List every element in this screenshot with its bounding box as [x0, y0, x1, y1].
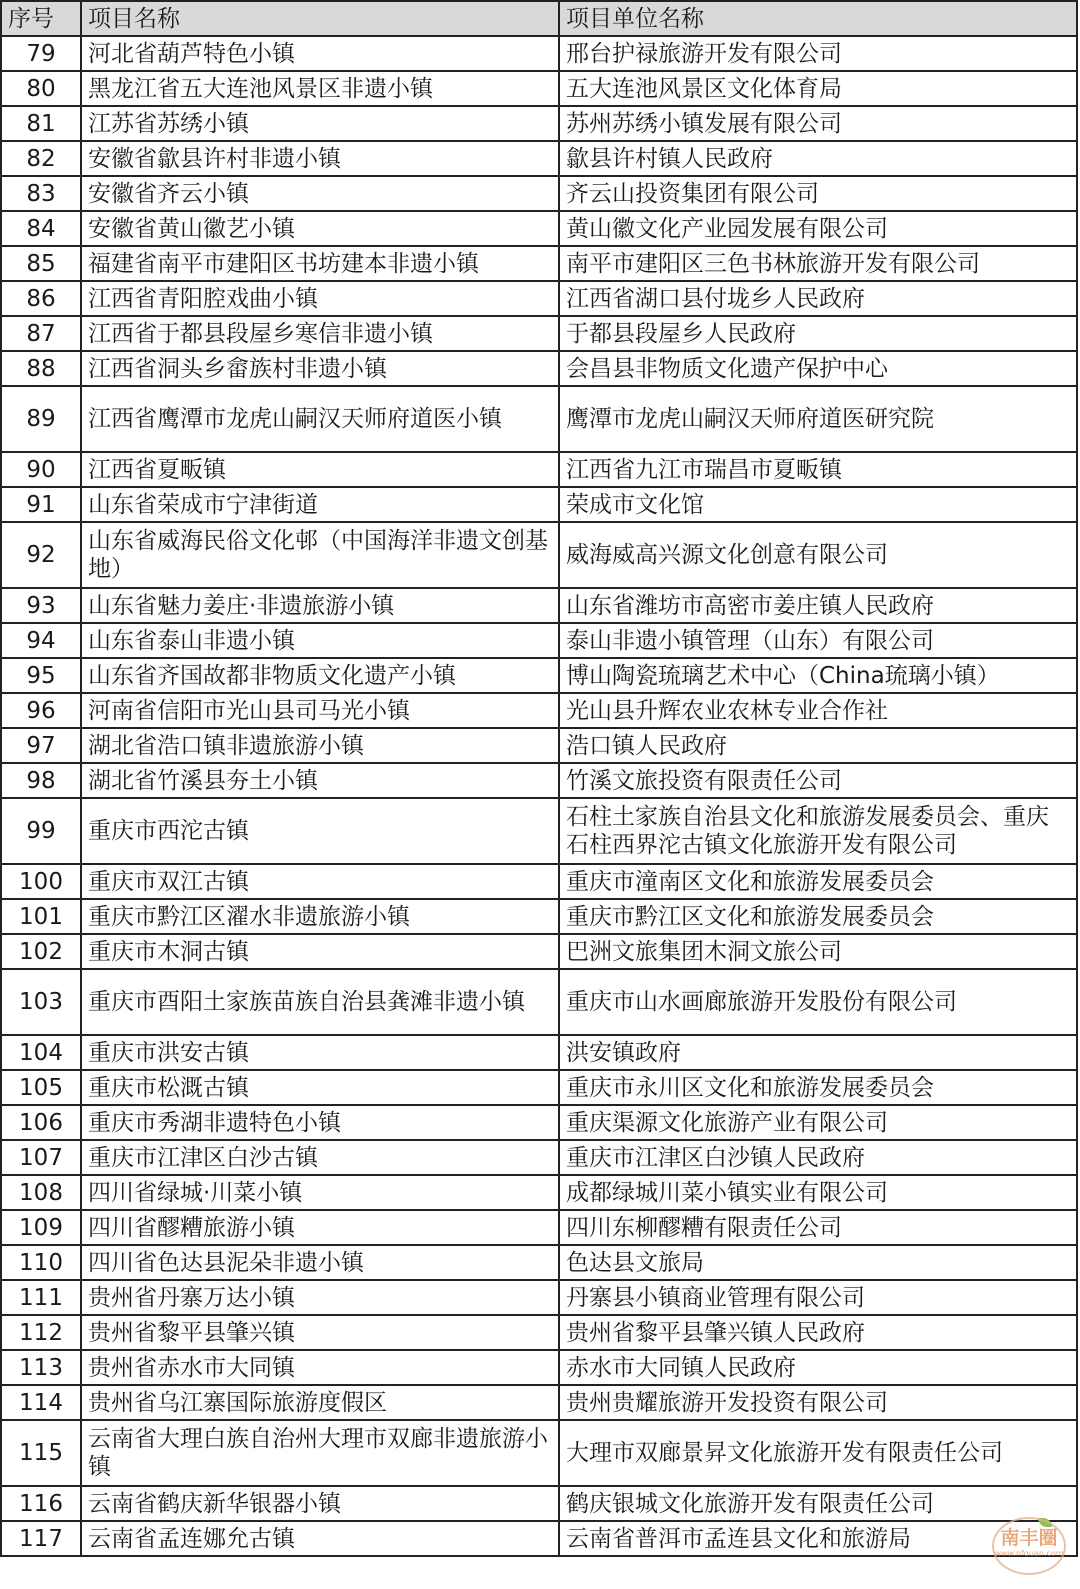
cell-project-unit: 大理市双廊景昇文化旅游开发有限责任公司: [559, 1420, 1077, 1486]
cell-project-unit: 齐云山投资集团有限公司: [559, 176, 1077, 211]
cell-serial-number: 99: [1, 798, 81, 864]
cell-project-unit: 重庆市山水画廊旅游开发股份有限公司: [559, 969, 1077, 1035]
table-row: [1, 281, 1077, 316]
cell-project-name: 云南省鹤庆新华银器小镇: [81, 1486, 559, 1521]
table-row: [1, 1315, 1077, 1350]
cell-serial-number: 116: [1, 1486, 81, 1521]
cell-serial-number: 96: [1, 693, 81, 728]
cell-project-unit: 重庆市江津区白沙镇人民政府: [559, 1140, 1077, 1175]
cell-project-unit: 五大连池风景区文化体育局: [559, 71, 1077, 106]
cell-project-unit: 歙县许村镇人民政府: [559, 141, 1077, 176]
cell-project-unit: 四川东柳醪糟有限责任公司: [559, 1210, 1077, 1245]
table-row: [1, 693, 1077, 728]
cell-project-unit: 成都绿城川菜小镇实业有限公司: [559, 1175, 1077, 1210]
cell-serial-number: 114: [1, 1385, 81, 1420]
cell-project-unit: 重庆市黔江区文化和旅游发展委员会: [559, 899, 1077, 934]
cell-serial-number: 87: [1, 316, 81, 351]
cell-project-name: 安徽省齐云小镇: [81, 176, 559, 211]
cell-project-name: 河北省葫芦特色小镇: [81, 36, 559, 71]
table-row: [1, 176, 1077, 211]
cell-project-name: 山东省荣成市宁津街道: [81, 487, 559, 522]
cell-project-unit: 于都县段屋乡人民政府: [559, 316, 1077, 351]
cell-serial-number: 93: [1, 588, 81, 623]
cell-project-name: 云南省大理白族自治州大理市双廊非遗旅游小镇: [81, 1420, 559, 1486]
cell-project-name: 重庆市松溉古镇: [81, 1070, 559, 1105]
header-project-unit: 项目单位名称: [559, 1, 1077, 36]
cell-project-unit: 竹溪文旅投资有限责任公司: [559, 763, 1077, 798]
watermark-logo: [992, 1517, 1066, 1575]
cell-project-unit: 鹰潭市龙虎山嗣汉天师府道医研究院: [559, 386, 1077, 452]
cell-serial-number: 90: [1, 452, 81, 487]
cell-project-name: 贵州省赤水市大同镇: [81, 1350, 559, 1385]
cell-project-name: 四川省醪糟旅游小镇: [81, 1210, 559, 1245]
cell-project-unit: 光山县升辉农业农林专业合作社: [559, 693, 1077, 728]
table-row: [1, 351, 1077, 386]
cell-serial-number: 92: [1, 522, 81, 588]
cell-project-unit: 石柱土家族自治县文化和旅游发展委员会、重庆石柱西界沱古镇文化旅游开发有限公司: [559, 798, 1077, 864]
table-row: [1, 1280, 1077, 1315]
table-row: [1, 316, 1077, 351]
table-row: [1, 71, 1077, 106]
table-row: [1, 522, 1077, 588]
cell-serial-number: 95: [1, 658, 81, 693]
table-row: [1, 763, 1077, 798]
cell-project-unit: 泰山非遗小镇管理（山东）有限公司: [559, 623, 1077, 658]
cell-serial-number: 91: [1, 487, 81, 522]
cell-serial-number: 98: [1, 763, 81, 798]
cell-project-name: 江西省于都县段屋乡寒信非遗小镇: [81, 316, 559, 351]
cell-serial-number: 108: [1, 1175, 81, 1210]
cell-project-name: 山东省齐国故都非物质文化遗产小镇: [81, 658, 559, 693]
cell-serial-number: 101: [1, 899, 81, 934]
cell-project-unit: 邢台护禄旅游开发有限公司: [559, 36, 1077, 71]
cell-project-name: 贵州省乌江寨国际旅游度假区: [81, 1385, 559, 1420]
cell-project-unit: 赤水市大同镇人民政府: [559, 1350, 1077, 1385]
cell-serial-number: 105: [1, 1070, 81, 1105]
cell-project-name: 河南省信阳市光山县司马光小镇: [81, 693, 559, 728]
cell-project-unit: 贵州省黎平县肇兴镇人民政府: [559, 1315, 1077, 1350]
cell-serial-number: 102: [1, 934, 81, 969]
cell-project-name: 云南省孟连娜允古镇: [81, 1521, 559, 1556]
cell-serial-number: 97: [1, 728, 81, 763]
table-row: [1, 452, 1077, 487]
table-row: [1, 969, 1077, 1035]
cell-project-unit: 博山陶瓷琉璃艺术中心（China琉璃小镇）: [559, 658, 1077, 693]
cell-project-unit: 威海威高兴源文化创意有限公司: [559, 522, 1077, 588]
table-row: [1, 899, 1077, 934]
cell-project-unit: 重庆市永川区文化和旅游发展委员会: [559, 1070, 1077, 1105]
cell-project-unit: 苏州苏绣小镇发展有限公司: [559, 106, 1077, 141]
table-row: [1, 1140, 1077, 1175]
cell-project-unit: 色达县文旅局: [559, 1245, 1077, 1280]
table-row: [1, 487, 1077, 522]
cell-serial-number: 88: [1, 351, 81, 386]
header-project-name: 项目名称: [81, 1, 559, 36]
cell-project-unit: 会昌县非物质文化遗产保护中心: [559, 351, 1077, 386]
cell-project-name: 重庆市黔江区濯水非遗旅游小镇: [81, 899, 559, 934]
cell-project-name: 江西省青阳腔戏曲小镇: [81, 281, 559, 316]
table-row: [1, 798, 1077, 864]
cell-project-name: 黑龙江省五大连池风景区非遗小镇: [81, 71, 559, 106]
cell-project-name: 重庆市酉阳土家族苗族自治县龚滩非遗小镇: [81, 969, 559, 1035]
cell-serial-number: 111: [1, 1280, 81, 1315]
cell-project-name: 江西省鹰潭市龙虎山嗣汉天师府道医小镇: [81, 386, 559, 452]
table-row: [1, 1521, 1077, 1556]
cell-project-unit: 丹寨县小镇商业管理有限公司: [559, 1280, 1077, 1315]
cell-serial-number: 89: [1, 386, 81, 452]
table-row: [1, 1070, 1077, 1105]
table-row: [1, 106, 1077, 141]
table-row: [1, 386, 1077, 452]
table-row: [1, 934, 1077, 969]
cell-project-unit: 南平市建阳区三色书林旅游开发有限公司: [559, 246, 1077, 281]
cell-project-unit: 洪安镇政府: [559, 1035, 1077, 1070]
cell-serial-number: 103: [1, 969, 81, 1035]
cell-project-unit: 山东省潍坊市高密市姜庄镇人民政府: [559, 588, 1077, 623]
cell-serial-number: 85: [1, 246, 81, 281]
cell-project-name: 重庆市双江古镇: [81, 864, 559, 899]
cell-project-unit: 巴洲文旅集团木洞文旅公司: [559, 934, 1077, 969]
cell-project-unit: 重庆渠源文化旅游产业有限公司: [559, 1105, 1077, 1140]
cell-project-unit: 云南省普洱市孟连县文化和旅游局: [559, 1521, 1077, 1556]
cell-project-unit: 江西省湖口县付垅乡人民政府: [559, 281, 1077, 316]
cell-project-name: 山东省泰山非遗小镇: [81, 623, 559, 658]
cell-serial-number: 81: [1, 106, 81, 141]
cell-serial-number: 79: [1, 36, 81, 71]
cell-project-name: 重庆市洪安古镇: [81, 1035, 559, 1070]
table-row: [1, 1420, 1077, 1486]
cell-serial-number: 107: [1, 1140, 81, 1175]
cell-project-name: 重庆市江津区白沙古镇: [81, 1140, 559, 1175]
table-row: [1, 658, 1077, 693]
cell-project-unit: 重庆市潼南区文化和旅游发展委员会: [559, 864, 1077, 899]
cell-serial-number: 100: [1, 864, 81, 899]
table-row: [1, 588, 1077, 623]
cell-project-unit: 鹤庆银城文化旅游开发有限责任公司: [559, 1486, 1077, 1521]
cell-project-name: 贵州省黎平县肇兴镇: [81, 1315, 559, 1350]
table-row: [1, 141, 1077, 176]
cell-serial-number: 84: [1, 211, 81, 246]
cell-serial-number: 83: [1, 176, 81, 211]
table-row: [1, 246, 1077, 281]
table-row: [1, 1245, 1077, 1280]
cell-serial-number: 117: [1, 1521, 81, 1556]
table-row: [1, 1210, 1077, 1245]
header-row: [1, 1, 1077, 36]
header-serial-number: 序号: [1, 1, 81, 36]
cell-project-unit: 荣成市文化馆: [559, 487, 1077, 522]
table-row: [1, 1105, 1077, 1140]
cell-serial-number: 106: [1, 1105, 81, 1140]
table-row: [1, 1385, 1077, 1420]
cell-serial-number: 110: [1, 1245, 81, 1280]
table-row: [1, 864, 1077, 899]
cell-project-name: 四川省色达县泥朵非遗小镇: [81, 1245, 559, 1280]
table-row: [1, 1350, 1077, 1385]
cell-project-name: 湖北省竹溪县夯土小镇: [81, 763, 559, 798]
cell-project-name: 重庆市西沱古镇: [81, 798, 559, 864]
table-row: [1, 1175, 1077, 1210]
cell-serial-number: 82: [1, 141, 81, 176]
cell-serial-number: 80: [1, 71, 81, 106]
table-row: [1, 1486, 1077, 1521]
table-row: [1, 728, 1077, 763]
cell-project-name: 福建省南平市建阳区书坊建本非遗小镇: [81, 246, 559, 281]
table-row: [1, 623, 1077, 658]
cell-project-name: 重庆市秀湖非遗特色小镇: [81, 1105, 559, 1140]
watermark-url: www.nfquan.com: [994, 1549, 1064, 1558]
cell-project-name: 江苏省苏绣小镇: [81, 106, 559, 141]
cell-project-name: 重庆市木洞古镇: [81, 934, 559, 969]
cell-serial-number: 115: [1, 1420, 81, 1486]
cell-project-name: 山东省魅力姜庄·非遗旅游小镇: [81, 588, 559, 623]
cell-project-name: 山东省威海民俗文化邨（中国海洋非遗文创基地）: [81, 522, 559, 588]
table-row: [1, 1035, 1077, 1070]
cell-project-unit: 黄山徽文化产业园发展有限公司: [559, 211, 1077, 246]
watermark-brand: 南丰圈: [1000, 1527, 1058, 1549]
cell-project-name: 四川省绿城·川菜小镇: [81, 1175, 559, 1210]
cell-project-unit: 浩口镇人民政府: [559, 728, 1077, 763]
cell-project-name: 江西省洞头乡畲族村非遗小镇: [81, 351, 559, 386]
cell-project-name: 安徽省歙县许村非遗小镇: [81, 141, 559, 176]
cell-serial-number: 109: [1, 1210, 81, 1245]
table-row: [1, 211, 1077, 246]
table-row: [1, 36, 1077, 71]
cell-serial-number: 112: [1, 1315, 81, 1350]
cell-serial-number: 113: [1, 1350, 81, 1385]
cell-project-name: 江西省夏畈镇: [81, 452, 559, 487]
cell-serial-number: 94: [1, 623, 81, 658]
cell-project-unit: 江西省九江市瑞昌市夏畈镇: [559, 452, 1077, 487]
cell-project-name: 贵州省丹寨万达小镇: [81, 1280, 559, 1315]
cell-project-name: 湖北省浩口镇非遗旅游小镇: [81, 728, 559, 763]
cell-serial-number: 86: [1, 281, 81, 316]
cell-project-unit: 贵州贵耀旅游开发投资有限公司: [559, 1385, 1077, 1420]
cell-serial-number: 104: [1, 1035, 81, 1070]
cell-project-name: 安徽省黄山徽艺小镇: [81, 211, 559, 246]
